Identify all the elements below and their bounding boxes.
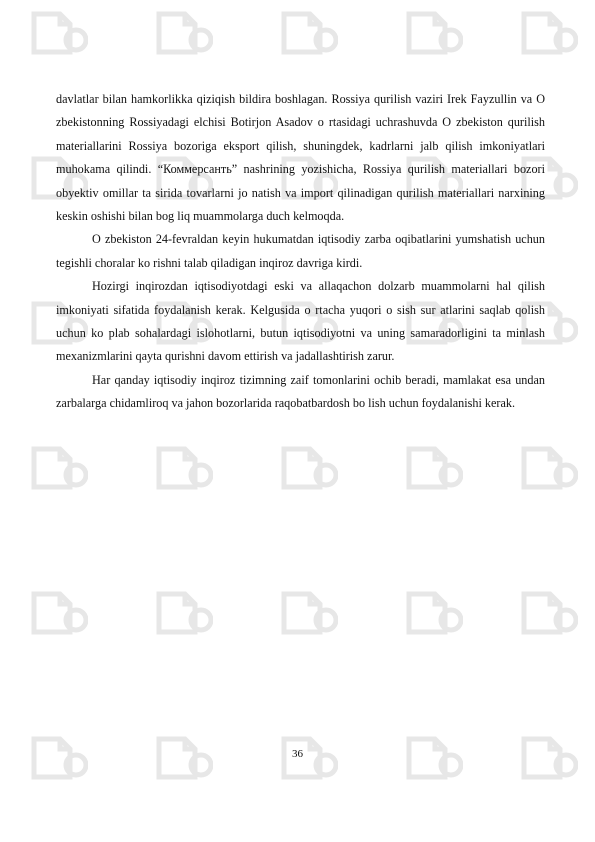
watermark-icon xyxy=(30,10,88,56)
watermark-icon xyxy=(405,445,463,491)
watermark-icon xyxy=(30,445,88,491)
watermark-icon xyxy=(280,590,338,636)
watermark-icon xyxy=(280,445,338,491)
watermark-icon xyxy=(520,445,578,491)
page-number: 36 xyxy=(292,748,303,760)
watermark-icon xyxy=(520,10,578,56)
paragraph-continuation: davlatlar bilan hamkorlikka qiziqish bildira boshlagan. Rossiya qurilish vaziri Irek Fayzullin va O zbekistonning Rossiyadagi elchisi Botirjon Asadov o rtasidagi uchrashuvda O zbekiston qurilish materiallarini Rossiya bozoriga eksport qilish, shuningdek, kadrlarni jalb qilish imkoniyatlari muhokama qilindi. “Коммерсанть” nashrining yozishicha, Rossiya qurilish materiallari bozori obyektiv omillar ta sirida tovarlarni jo natish va import qilinadigan qurilish materiallari narxining keskin oshishi bilan bog liq muammolarga duch kelmoqda. xyxy=(56,92,545,224)
watermark-icon xyxy=(155,445,213,491)
watermark-icon xyxy=(155,590,213,636)
watermark-icon xyxy=(155,10,213,56)
paragraph: Hozirgi inqirozdan iqtisodiyotdagi eski va allaqachon dolzarb muammolarni hal qilish imkoniyati sifatida foydalanish kerak. Kelgusida o rtacha yuqori o sish sur atlarini saqlab qolish uchun ko plab sohalardagi islohotlarni, butun iqtisodiyotni va uning samaradorligini ta minlash mexanizmlarini qayta qurishni davom ettirish va jadallashtirish zarur. xyxy=(56,279,545,364)
watermark-icon xyxy=(280,10,338,56)
watermark-icon xyxy=(30,590,88,636)
watermark-icon xyxy=(405,10,463,56)
document-body xyxy=(56,88,545,416)
paragraph: Har qanday iqtisodiy inqiroz tizimning zaif tomonlarini ochib beradi, mamlakat esa undan zarbalarga chidamliroq va jahon bozorlarida raqobatbardosh bo lish uchun foydalanishi kerak. xyxy=(56,372,545,411)
watermark-icon xyxy=(520,590,578,636)
watermark-icon xyxy=(405,590,463,636)
paragraph: O zbekiston 24-fevraldan keyin hukumatdan iqtisodiy zarba oqibatlarini yumshatish uchun tegishli choralar ko rishni talab qiladigan inqiroz davriga kirdi. xyxy=(56,232,545,270)
